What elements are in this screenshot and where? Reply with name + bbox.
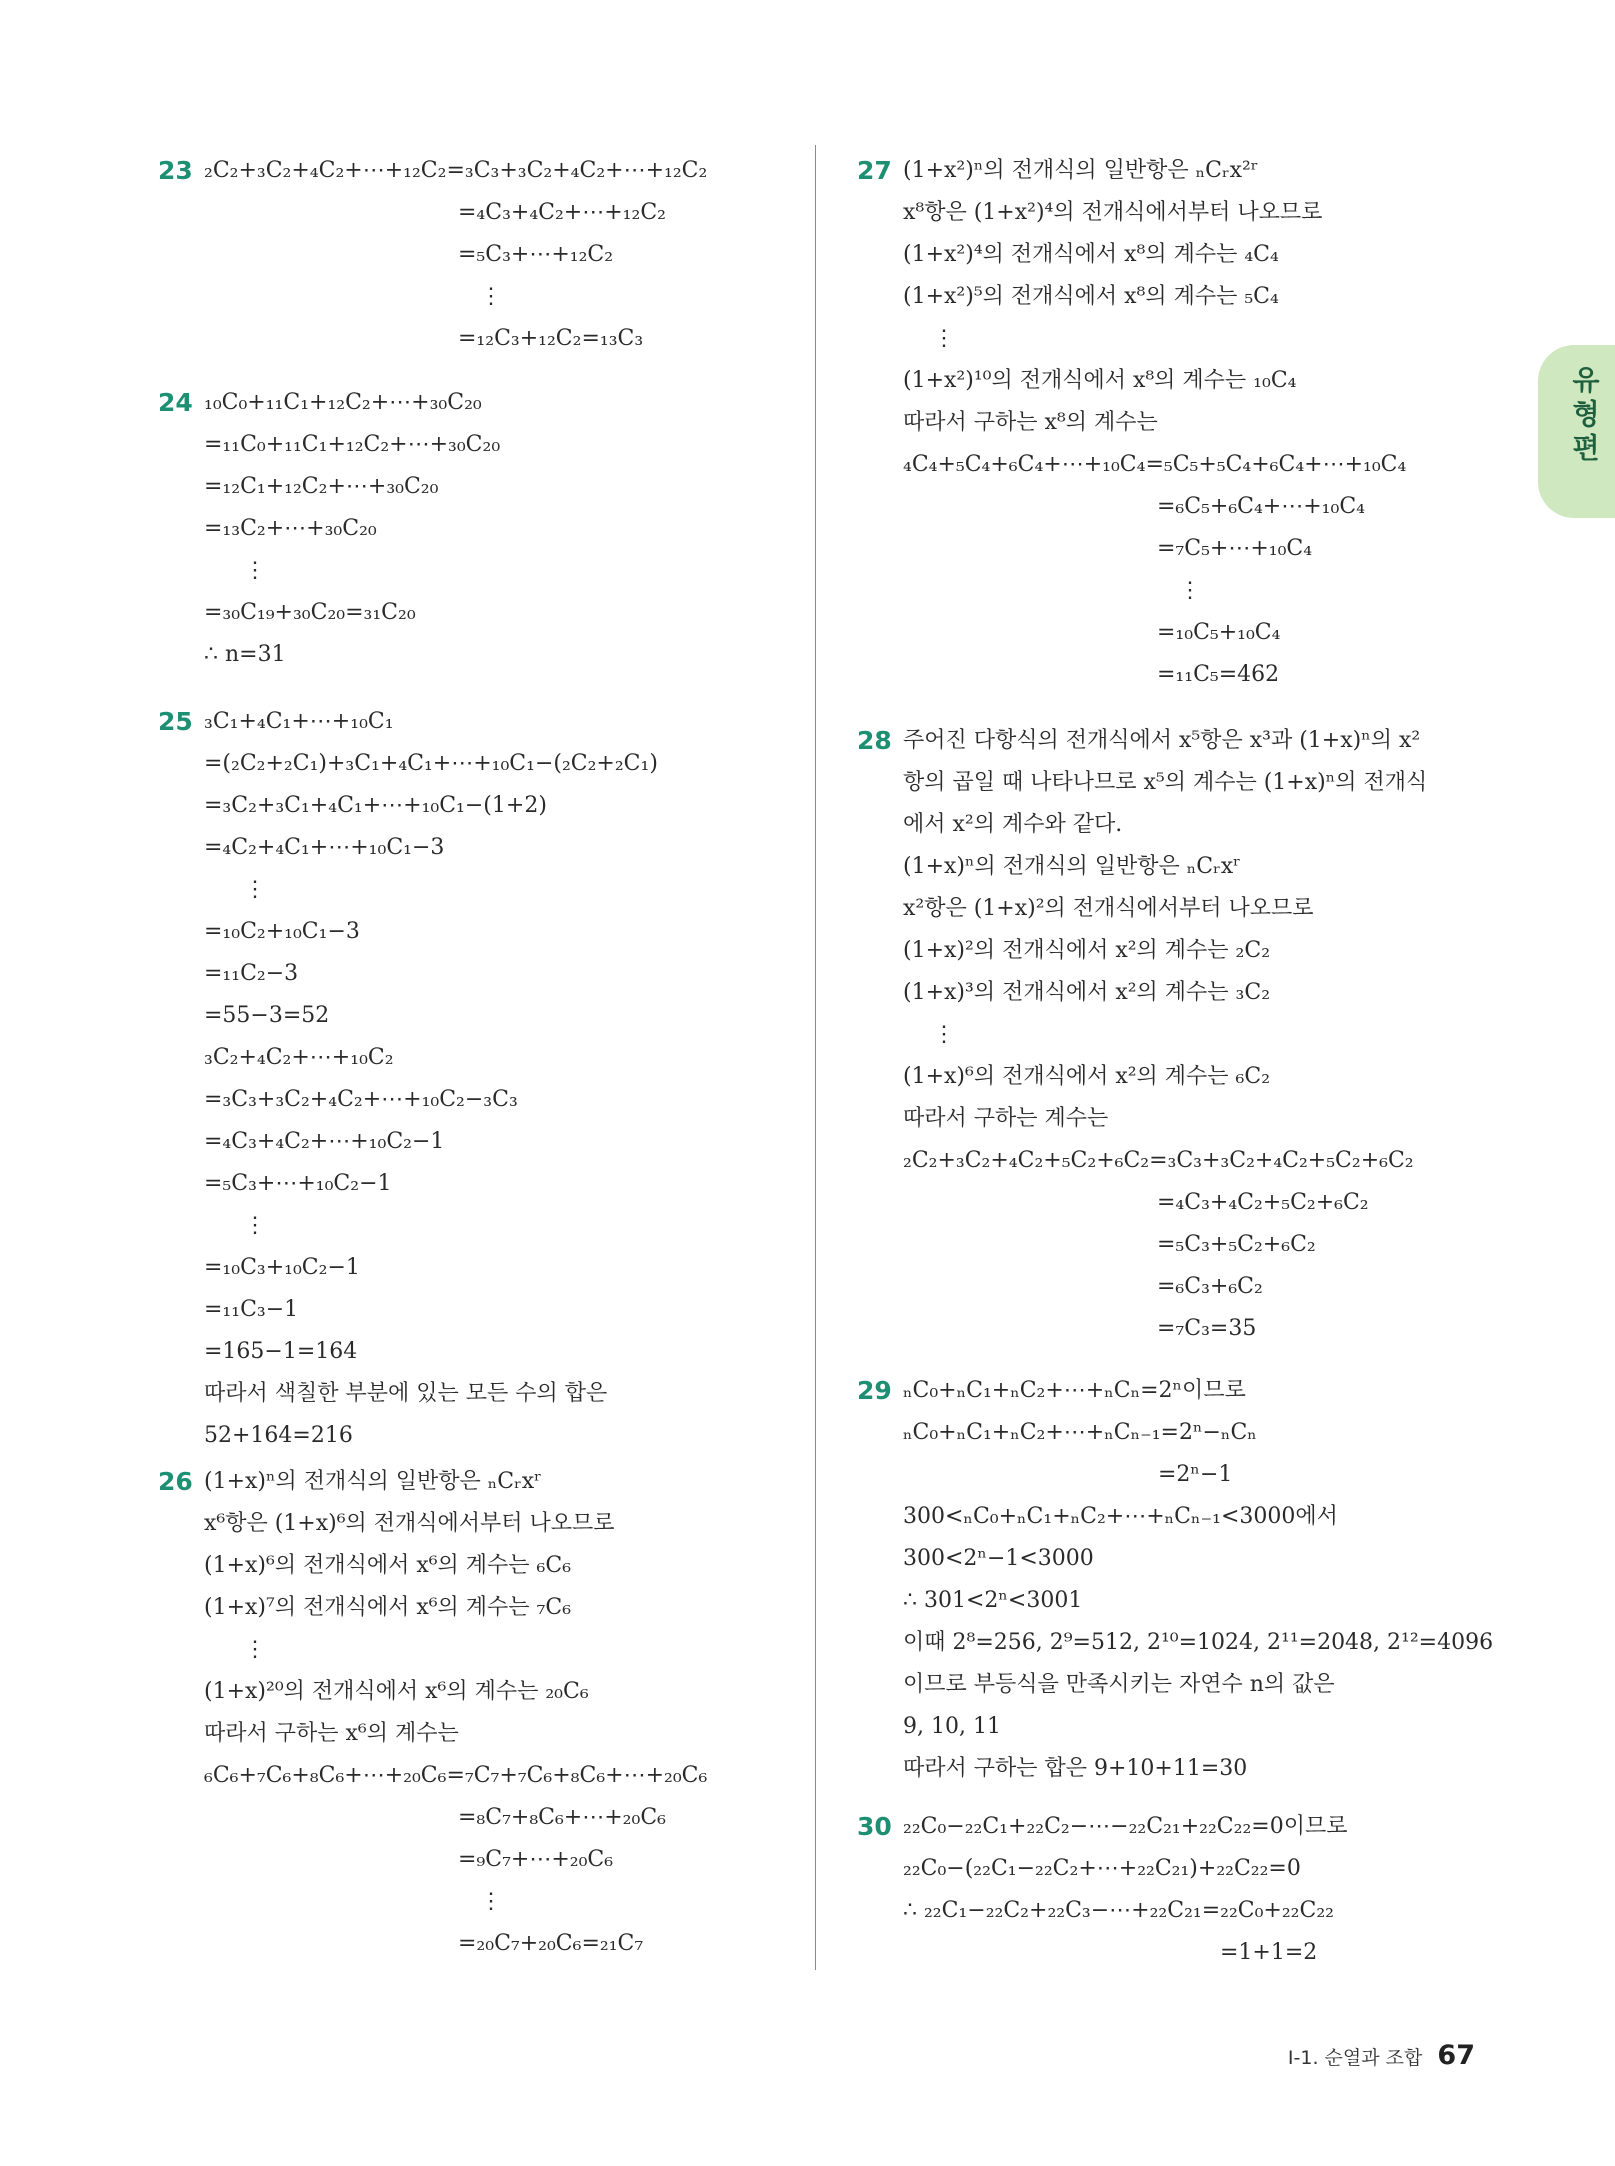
solution-line: (1+x²)⁵의 전개식에서 x⁸의 계수는 ₅C₄: [903, 284, 1279, 309]
solution-line: =55−3=52: [204, 1003, 330, 1028]
problem-number: 25: [158, 707, 193, 736]
solution-line: 항의 곱일 때 나타나므로 x⁵의 계수는 (1+x)ⁿ의 전개식: [903, 770, 1428, 795]
solution-line: ₂₂C₀−(₂₂C₁−₂₂C₂+⋯+₂₂C₂₁)+₂₂C₂₂=0: [903, 1856, 1301, 1881]
solution-line: ⋮: [1179, 578, 1201, 603]
solution-line: ₆C₆+₇C₆+₈C₆+⋯+₂₀C₆=₇C₇+₇C₆+₈C₆+⋯+₂₀C₆: [204, 1763, 708, 1788]
solution-line: (1+x)ⁿ의 전개식의 일반항은 ₙCᵣxʳ: [903, 854, 1241, 879]
solution-line: =₂₀C₇+₂₀C₆=₂₁C₇: [458, 1931, 644, 1956]
solution-line: =₁₀C₃+₁₀C₂−1: [204, 1255, 360, 1280]
solution-line: ₃C₁+₄C₁+⋯+₁₀C₁: [204, 709, 394, 734]
solution-line: =₈C₇+₈C₆+⋯+₂₀C₆: [458, 1805, 666, 1830]
solution-line: =₇C₅+⋯+₁₀C₄: [1157, 536, 1313, 561]
solution-line: =₉C₇+⋯+₂₀C₆: [458, 1847, 614, 1872]
solution-line: =₁₁C₂−3: [204, 961, 299, 986]
solution-line: =₁₀C₅+₁₀C₄: [1157, 620, 1281, 645]
solution-line: ₙC₀+ₙC₁+ₙC₂+⋯+ₙCₙ₋₁=2ⁿ−ₙCₙ: [903, 1420, 1257, 1445]
side-tab-label: 유형편: [1568, 365, 1601, 467]
page-number: 67: [1437, 2040, 1475, 2071]
solution-line: =₁₁C₅=462: [1157, 662, 1280, 687]
solution-line: =(₂C₂+₂C₁)+₃C₁+₄C₁+⋯+₁₀C₁−(₂C₂+₂C₁): [204, 751, 658, 776]
solution-line: (1+x)⁶의 전개식에서 x⁶의 계수는 ₆C₆: [204, 1553, 572, 1578]
solution-line: ∴ ₂₂C₁−₂₂C₂+₂₂C₃−⋯+₂₂C₂₁=₂₂C₀+₂₂C₂₂: [903, 1898, 1334, 1923]
solution-line: 따라서 구하는 x⁶의 계수는: [204, 1721, 459, 1746]
solution-line: ∴ n=31: [204, 642, 286, 667]
problem-number: 30: [857, 1812, 892, 1841]
solution-line: =1+1=2: [1220, 1940, 1318, 1965]
solution-line: =₃₀C₁₉+₃₀C₂₀=₃₁C₂₀: [204, 600, 416, 625]
solution-line: 주어진 다항식의 전개식에서 x⁵항은 x³과 (1+x)ⁿ의 x²: [903, 728, 1421, 753]
problem-number: 29: [857, 1376, 892, 1405]
solution-line: ⋮: [480, 1889, 502, 1914]
column-divider: [815, 145, 816, 1970]
solution-line: ⋮: [244, 558, 266, 583]
footer-section-title: Ⅰ-1. 순열과 조합: [1287, 2047, 1423, 2069]
problem-number: 24: [158, 388, 193, 417]
solution-line: ⋮: [933, 326, 955, 351]
solution-line: ⋮: [244, 877, 266, 902]
solution-line: 따라서 색칠한 부분에 있는 모든 수의 합은: [204, 1381, 608, 1406]
solution-line: ₄C₄+₅C₄+₆C₄+⋯+₁₀C₄=₅C₅+₅C₄+₆C₄+⋯+₁₀C₄: [903, 452, 1407, 477]
solution-line: =₅C₃+₅C₂+₆C₂: [1157, 1232, 1316, 1257]
solution-line: =₁₀C₂+₁₀C₁−3: [204, 919, 360, 944]
solution-line: 에서 x²의 계수와 같다.: [903, 812, 1123, 837]
solution-line: ⋮: [244, 1637, 266, 1662]
solution-line: (1+x)⁶의 전개식에서 x²의 계수는 ₆C₂: [903, 1064, 1271, 1089]
section-side-tab: [1538, 345, 1615, 518]
solution-line: =₅C₃+⋯+₁₀C₂−1: [204, 1171, 392, 1196]
solution-line: x⁶항은 (1+x)⁶의 전개식에서부터 나오므로: [204, 1511, 615, 1536]
solution-line: (1+x²)⁴의 전개식에서 x⁸의 계수는 ₄C₄: [903, 242, 1279, 267]
solution-line: 52+164=216: [204, 1423, 353, 1448]
solution-line: =₃C₂+₃C₁+₄C₁+⋯+₁₀C₁−(1+2): [204, 793, 547, 818]
solution-line: ⋮: [480, 284, 502, 309]
solution-line: =₄C₃+₄C₂+₅C₂+₆C₂: [1157, 1190, 1369, 1215]
solution-line: ₂₂C₀−₂₂C₁+₂₂C₂−⋯−₂₂C₂₁+₂₂C₂₂=0이므로: [903, 1814, 1348, 1839]
solution-line: (1+x)²의 전개식에서 x²의 계수는 ₂C₂: [903, 938, 1271, 963]
solution-line: ⋮: [244, 1213, 266, 1238]
solution-line: 300<ₙC₀+ₙC₁+ₙC₂+⋯+ₙCₙ₋₁<3000에서: [903, 1504, 1338, 1529]
solution-line: =₆C₅+₆C₄+⋯+₁₀C₄: [1157, 494, 1365, 519]
solution-line: (1+x)²⁰의 전개식에서 x⁶의 계수는 ₂₀C₆: [204, 1679, 589, 1704]
solution-line: =₁₁C₃−1: [204, 1297, 299, 1322]
solution-line: 따라서 구하는 계수는: [903, 1106, 1109, 1131]
solution-line: =₆C₃+₆C₂: [1157, 1274, 1263, 1299]
solution-line: (1+x)ⁿ의 전개식의 일반항은 ₙCᵣxʳ: [204, 1469, 542, 1494]
solution-line: ₙC₀+ₙC₁+ₙC₂+⋯+ₙCₙ=2ⁿ이므로: [903, 1378, 1246, 1403]
solution-line: 이므로 부등식을 만족시키는 자연수 n의 값은: [903, 1672, 1335, 1697]
solution-line: =₁₃C₂+⋯+₃₀C₂₀: [204, 516, 377, 541]
problem-number: 28: [857, 726, 892, 755]
solution-line: =₇C₃=35: [1157, 1316, 1257, 1341]
solution-line: ₃C₂+₄C₂+⋯+₁₀C₂: [204, 1045, 394, 1070]
solution-line: ₂C₂+₃C₂+₄C₂+₅C₂+₆C₂=₃C₃+₃C₂+₄C₂+₅C₂+₆C₂: [903, 1148, 1414, 1173]
solution-line: (1+x)³의 전개식에서 x²의 계수는 ₃C₂: [903, 980, 1271, 1005]
solution-line: =₁₂C₁+₁₂C₂+⋯+₃₀C₂₀: [204, 474, 439, 499]
solution-line: =₁₁C₀+₁₁C₁+₁₂C₂+⋯+₃₀C₂₀: [204, 432, 501, 457]
solution-line: x²항은 (1+x)²의 전개식에서부터 나오므로: [903, 896, 1314, 921]
problem-number: 23: [158, 156, 193, 185]
solution-line: (1+x²)¹⁰의 전개식에서 x⁸의 계수는 ₁₀C₄: [903, 368, 1297, 393]
problem-number: 27: [857, 156, 892, 185]
solution-line: =₄C₂+₄C₁+⋯+₁₀C₁−3: [204, 835, 445, 860]
solution-line: 따라서 구하는 x⁸의 계수는: [903, 410, 1158, 435]
solution-line: (1+x²)ⁿ의 전개식의 일반항은 ₙCᵣx²ʳ: [903, 158, 1259, 183]
solution-line: 9, 10, 11: [903, 1714, 1001, 1739]
solution-line: ∴ 301<2ⁿ<3001: [903, 1588, 1083, 1613]
solution-line: =₅C₃+⋯+₁₂C₂: [458, 242, 614, 267]
solution-line: x⁸항은 (1+x²)⁴의 전개식에서부터 나오므로: [903, 200, 1323, 225]
solution-line: 300<2ⁿ−1<3000: [903, 1546, 1094, 1571]
solution-line: =₁₂C₃+₁₂C₂=₁₃C₃: [458, 326, 644, 351]
solution-line: ₂C₂+₃C₂+₄C₂+⋯+₁₂C₂=₃C₃+₃C₂+₄C₂+⋯+₁₂C₂: [204, 158, 708, 183]
solution-line: =₄C₃+₄C₂+⋯+₁₂C₂: [458, 200, 666, 225]
solution-line: =2ⁿ−1: [1158, 1462, 1233, 1487]
solution-line: =₄C₃+₄C₂+⋯+₁₀C₂−1: [204, 1129, 445, 1154]
solution-line: ₁₀C₀+₁₁C₁+₁₂C₂+⋯+₃₀C₂₀: [204, 390, 482, 415]
solution-line: =165−1=164: [204, 1339, 358, 1364]
page-footer: [1288, 2040, 1475, 2071]
solution-line: 이때 2⁸=256, 2⁹=512, 2¹⁰=1024, 2¹¹=2048, 2¹²=4096: [903, 1630, 1494, 1655]
solution-line: 따라서 구하는 합은 9+10+11=30: [903, 1756, 1248, 1781]
solution-line: (1+x)⁷의 전개식에서 x⁶의 계수는 ₇C₆: [204, 1595, 572, 1620]
solution-line: ⋮: [933, 1022, 955, 1047]
solution-line: =₃C₃+₃C₂+₄C₂+⋯+₁₀C₂−₃C₃: [204, 1087, 518, 1112]
problem-number: 26: [158, 1467, 193, 1496]
